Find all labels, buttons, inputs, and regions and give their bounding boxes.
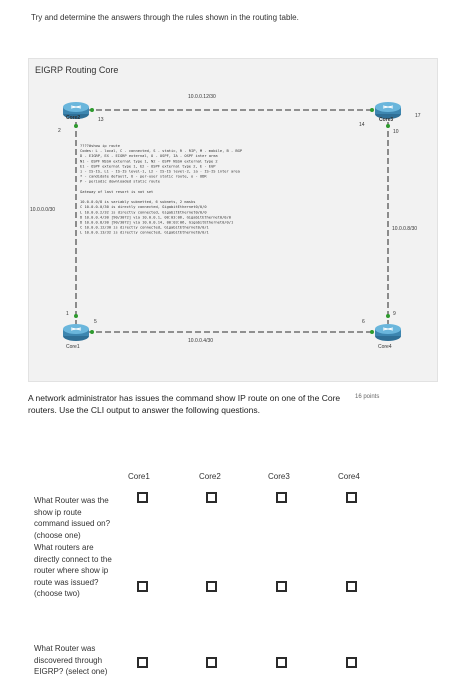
iface-label: 1 [66,311,69,317]
cli-line: N1 - OSPF NSSA external type 1, N2 - OSPF NSSA external type 2 [80,159,218,164]
column-header-core3: Core3 [268,472,290,481]
iface-label: 17 [415,113,421,119]
iface-label: 10 [393,129,399,135]
iface-label: 6 [362,319,365,325]
iface-label: 9 [393,311,396,317]
diagram-title: EIGRP Routing Core [35,65,119,75]
checkbox-issued-core3[interactable] [276,492,287,503]
interface-dot [386,314,390,318]
topology-svg [28,58,436,380]
iface-label: 5 [94,319,97,325]
interface-dot [370,108,374,112]
column-header-core4: Core4 [338,472,360,481]
question-text: A network administrator has issues the command show IP route on one of the Core routers. Use the CLI output to answer the following questions. [28,393,341,415]
checkbox-connected-core4[interactable] [346,581,357,592]
cli-line: Codes: L - local, C - connected, S - static, R - RIP, M - mobile, B - BGP [80,149,243,154]
network-label-left: 10.0.0.0/30 [30,207,56,213]
cli-line: L 10.0.0.13/32 is directly connected, GigabitEthernet0/0/1 [80,230,209,235]
interface-dot [370,330,374,334]
iface-label: 14 [359,122,365,128]
router-core4-icon [375,324,401,341]
router-label-core4: Core4 [378,344,392,350]
cli-line: C 10.0.0.0/30 is directly connected, GigabitEthernet0/0/0 [80,205,207,210]
interface-dot [74,124,78,128]
row-label-eigrp-discovered: What Router was discovered through EIGRP? (select one) [34,644,108,676]
cli-line: D - EIGRP, EX - EIGRP external, O - OSPF, IA - OSPF inter area [80,154,218,159]
network-label-top: 10.0.0.12/30 [188,94,216,100]
checkbox-connected-core3[interactable] [276,581,287,592]
points-label: 16 points [355,394,380,400]
cli-line: E1 - OSPF external type 1, E2 - OSPF external type 2, E - EGP [80,164,216,169]
router-label-core1: Core1 [66,344,80,350]
router-label-core3: Core3 [379,117,394,123]
cli-line: Gateway of last resort is not set [80,189,154,194]
cli-line: D 10.0.0.8/30 [90/3072] via 10.0.0.14, 00:03:06, GigabitEthernet0/0/1 [80,220,234,225]
interface-dot [90,108,94,112]
cli-line: P - periodic downloaded static route [80,179,160,184]
column-header-core1: Core1 [128,472,150,481]
checkbox-issued-core4[interactable] [346,492,357,503]
interface-dot [90,330,94,334]
cli-line: ????#show ip route [80,144,120,148]
interface-dot [74,314,78,318]
iface-label: 13 [98,117,104,123]
network-label-right: 10.0.0.8/30 [392,226,418,232]
cli-output [80,144,243,235]
iface-label: 2 [58,128,61,134]
checkbox-connected-core1[interactable] [137,581,148,592]
cli-line: i - IS-IS, L1 - IS-IS level-1, L2 - IS-IS level-2, ia - IS-IS inter area [80,169,240,174]
checkbox-issued-core2[interactable] [206,492,217,503]
cli-line: 10.0.0.0/8 is variably subnetted, 6 subnets, 2 masks [80,200,196,205]
instruction-text: Try and determine the answers through the rules shown in the routing table. [31,13,299,22]
checkbox-eigrp-core4[interactable] [346,657,357,668]
row-label-directly-connected: What routers are directly connect to the router where show ip route was issued? (choose two) [34,543,112,598]
column-header-core2: Core2 [199,472,221,481]
cli-line: L 10.0.0.2/32 is directly connected, GigabitEthernet0/0/0 [80,210,207,215]
checkbox-eigrp-core3[interactable] [276,657,287,668]
checkbox-connected-core2[interactable] [206,581,217,592]
checkbox-eigrp-core1[interactable] [137,657,148,668]
checkbox-eigrp-core2[interactable] [206,657,217,668]
cli-line: C 10.0.0.12/30 is directly connected, GigabitEthernet0/0/1 [80,225,209,230]
cli-line: D 10.0.0.4/30 [90/3072] via 10.0.0.1, 00:03:06, GigabitEthernet0/0/0 [80,215,231,220]
router-label-core2: Core2 [66,115,81,121]
cli-line: * - candidate default, U - per-user static route, o - ODR [80,174,207,179]
router-core1-icon [63,324,89,341]
checkbox-issued-core1[interactable] [137,492,148,503]
interface-dot [386,124,390,128]
network-label-bottom: 10.0.0.4/30 [188,338,214,344]
row-label-issued-on: What Router was the show ip route command issued on? (choose one) [34,496,111,540]
